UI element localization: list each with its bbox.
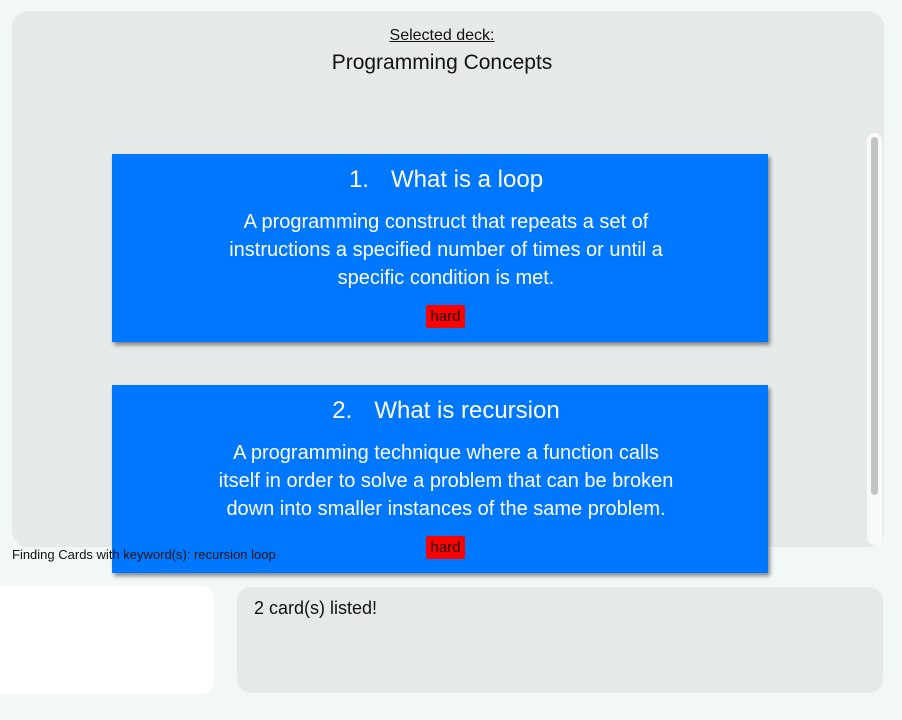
card-number: 2. <box>332 397 353 424</box>
scrollbar-thumb[interactable] <box>871 137 878 495</box>
result-message: 2 card(s) listed! <box>254 598 378 618</box>
difficulty-badge: hard <box>426 536 465 559</box>
card-number: 1. <box>348 166 369 193</box>
card-answer: A programming technique where a function calls itself in order to solve a problem that can be broken down into smaller instances of the same problem. <box>218 442 674 520</box>
deck-title: Programming Concepts <box>331 51 553 74</box>
card-question: What is recursion <box>374 397 560 424</box>
flashcard[interactable] <box>112 154 768 342</box>
keyword-search-status: Finding Cards with keyword(s): recursion loop <box>12 547 276 562</box>
card-title <box>112 397 780 425</box>
input-panel[interactable] <box>0 586 214 694</box>
card-question: What is a loop <box>390 166 544 193</box>
output-panel <box>237 587 883 693</box>
card-list-scrollbar[interactable] <box>867 133 882 545</box>
card-answer: A programming construct that repeats a set of instructions a specified number of times or until a specific condition is met. <box>229 211 663 289</box>
selected-deck-label: Selected deck: <box>389 27 495 44</box>
difficulty-badge: hard <box>426 305 465 328</box>
flashcard[interactable] <box>112 385 768 573</box>
card-title <box>112 166 780 194</box>
